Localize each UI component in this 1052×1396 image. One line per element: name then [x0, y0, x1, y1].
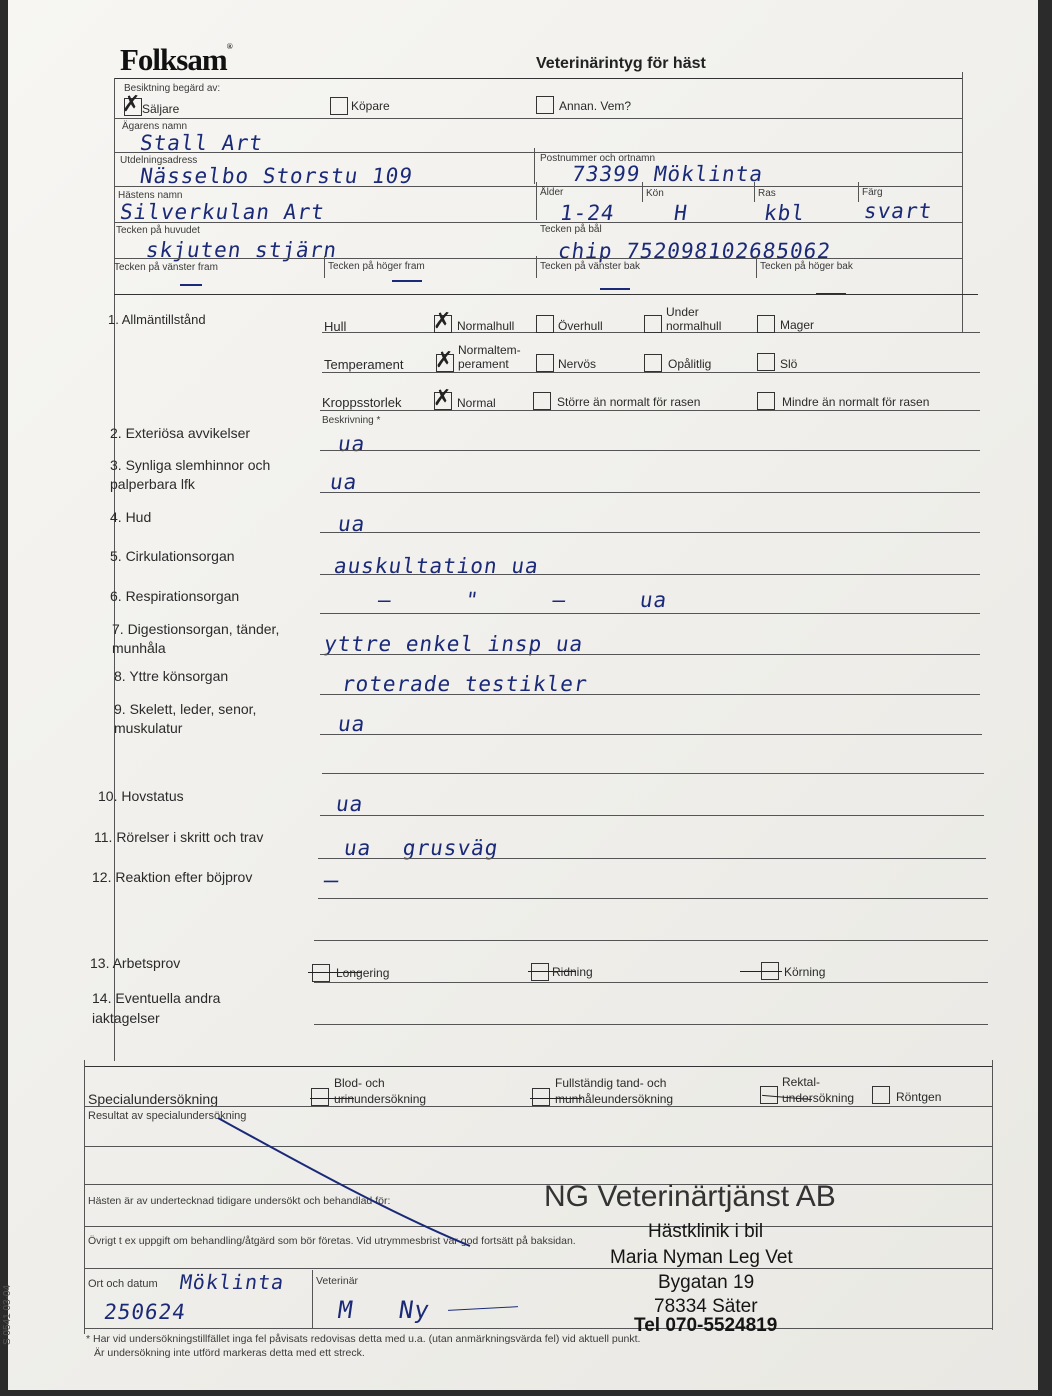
special-top — [84, 1066, 992, 1067]
finding-4-line — [320, 532, 980, 533]
body-size-label: Kroppsstorlek — [322, 395, 402, 410]
slo-label: Slö — [780, 357, 798, 371]
finding-9-line-2 — [322, 773, 984, 774]
finding-12-line — [318, 898, 988, 899]
finding-2-label: 2. Exteriösa avvikelser — [110, 425, 251, 441]
korning-strike — [740, 971, 782, 972]
frame-top — [114, 78, 962, 79]
color-divider — [858, 182, 859, 202]
finding-12-line-2 — [314, 940, 988, 941]
finding-2-value: ua — [336, 432, 368, 456]
stamp-line-2: Maria Nyman Leg Vet — [610, 1247, 793, 1268]
sex-label: Kön — [646, 188, 664, 199]
seller-label: Säljare — [142, 102, 180, 116]
body-marks-label: Tecken på bål — [540, 224, 602, 235]
finding-9-label: 9. Skelett, leder, senor, muskulatur — [114, 701, 257, 736]
temperament-label: Temperament — [324, 357, 404, 372]
finding-8-line — [320, 694, 980, 695]
finding-10-line — [320, 815, 984, 816]
temperament-line — [322, 372, 980, 373]
row-line-2 — [114, 152, 962, 153]
under-normalhull-checkbox[interactable] — [644, 315, 662, 333]
stamp-line-4: 78334 Säter — [654, 1296, 758, 1317]
opalitlig-checkbox[interactable] — [644, 354, 662, 372]
xray-checkbox[interactable] — [872, 1086, 890, 1104]
place-value: Möklinta — [178, 1270, 287, 1294]
registered-mark: ® — [226, 42, 232, 51]
body-size-line — [320, 410, 980, 411]
stamp-line-3: Bygatan 19 — [658, 1272, 755, 1293]
horse-name-value: Silverkulan Art — [118, 200, 327, 224]
sex-divider — [642, 182, 643, 202]
finding-13-line — [314, 982, 988, 983]
head-marks-label: Tecken på huvudet — [116, 225, 200, 236]
owner-name-label: Ägarens namn — [122, 121, 188, 132]
form-code: S 0541 03-04 — [2, 1284, 14, 1346]
lb-dash — [600, 288, 630, 290]
buyer-label: Köpare — [351, 99, 390, 113]
buyer-checkbox[interactable] — [330, 97, 348, 115]
form-paper — [2, 0, 1038, 1390]
finding-7-value: yttre enkel insp ua — [322, 632, 585, 656]
sex-value: H — [672, 201, 690, 225]
finding-5-label: 5. Cirkulationsorgan — [110, 548, 235, 564]
address-divider — [534, 148, 535, 184]
finding-14-label: 14. Eventuella andra iaktagelser — [92, 990, 221, 1026]
finding-8-value: roterade testikler — [340, 672, 590, 696]
normalhull-label: Normalhull — [457, 319, 515, 333]
normal-size-label: Normal — [457, 396, 496, 410]
postal-value: 73399 Möklinta — [570, 162, 765, 186]
breed-divider — [754, 182, 755, 202]
date-value: 250624 — [102, 1300, 188, 1324]
mager-checkbox[interactable] — [757, 315, 775, 333]
general-label: 1. Allmäntillstånd — [108, 312, 206, 327]
overhull-label: Överhull — [558, 319, 603, 333]
row-line-1 — [114, 118, 962, 119]
larger-label: Större än normalt för rasen — [557, 395, 701, 409]
footnote-2: Är undersökning inte utförd markeras detta med ett streck. — [94, 1347, 365, 1359]
age-label: Ålder — [540, 187, 564, 198]
finding-6-label: 6. Respirationsorgan — [110, 588, 240, 604]
finding-5-value: auskultation ua — [332, 554, 541, 578]
normaltemperament-check-x: ✗ — [435, 348, 454, 373]
breed-label: Ras — [758, 188, 776, 199]
other-label: Annan. Vem? — [559, 99, 632, 113]
rb-marks-label: Tecken på höger bak — [760, 261, 853, 272]
special-result-label: Resultat av specialundersökning — [88, 1110, 247, 1122]
previous-treatment-label: Hästen är av undertecknad tidigare undersökt och behandlad för: — [88, 1195, 391, 1207]
dental-label: Fullständig tand- och munhåleundersökning — [555, 1076, 674, 1106]
postal-label: Postnummer och ortnamn — [540, 153, 656, 164]
other-info-label: Övrigt t ex uppgift om behandling/åtgärd som bör företas. Vid utrymmesbrist var god fortsätt på baksidan. — [88, 1235, 576, 1247]
lb-marks-label: Tecken på vänster bak — [540, 261, 641, 272]
longering-checkbox[interactable] — [312, 964, 330, 982]
finding-14-line — [314, 1024, 988, 1025]
lf-marks-label: Tecken på vänster fram — [114, 262, 218, 273]
age-value: 1-24 — [558, 201, 617, 225]
row-line-3 — [114, 186, 962, 187]
under-normalhull-label: Under normalhull — [666, 305, 722, 334]
larger-checkbox[interactable] — [533, 392, 551, 410]
brand-name: Folksam — [120, 42, 227, 77]
finding-10-value: ua — [334, 792, 366, 816]
brand-logo — [120, 42, 232, 78]
place-date-label: Ort och datum — [88, 1278, 158, 1290]
finding-11-value: ua grusväg — [342, 836, 501, 860]
address-value: Nässelbo Storstu 109 — [138, 164, 415, 188]
opalitlig-label: Opålitlig — [668, 357, 712, 371]
horse-name-label: Hästens namn — [118, 190, 183, 201]
nervos-label: Nervös — [558, 357, 597, 371]
finding-4-value: ua — [336, 512, 368, 536]
longering-label: Longering — [336, 966, 390, 980]
finding-4-label: 4. Hud — [110, 509, 152, 525]
finding-11-label: 11. Rörelser i skritt och trav — [94, 829, 264, 845]
finding-9-value: ua — [336, 712, 368, 736]
lf-dash — [180, 284, 202, 286]
normaltemperament-label: Normaltem- perament — [458, 343, 521, 372]
special-line — [84, 1106, 992, 1107]
color-label: Färg — [862, 187, 883, 198]
finding-5-line — [320, 574, 980, 575]
normalhull-check-x: ✗ — [433, 309, 452, 334]
finding-8-label: 8. Yttre könsorgan — [114, 668, 229, 684]
seller-check-x: ✗ — [122, 92, 141, 117]
ridning-label: Ridning — [552, 965, 593, 979]
finding-3-line — [320, 492, 980, 493]
finding-13-label: 13. Arbetsprov — [90, 955, 181, 971]
frame-left — [114, 78, 115, 1061]
vet-divider — [312, 1270, 313, 1328]
smaller-label: Mindre än normalt för rasen — [782, 395, 930, 409]
stamp-line-1: Hästklinik i bil — [648, 1221, 764, 1242]
age-divider — [536, 182, 537, 220]
finding-12-label: 12. Reaktion efter böjprov — [92, 869, 253, 885]
stamp-line-5: Tel 070-5524819 — [634, 1315, 778, 1336]
other-line — [84, 1268, 992, 1269]
blood-checkbox[interactable] — [311, 1088, 329, 1106]
lower-frame-bottom — [84, 1328, 992, 1329]
smaller-checkbox[interactable] — [757, 392, 775, 410]
row-line-5 — [114, 258, 962, 259]
finding-6-value: — " — ua — [376, 588, 669, 612]
finding-10-label: 10. Hovstatus — [98, 788, 184, 804]
korning-label: Körning — [784, 965, 826, 979]
owner-name-value: Stall Art — [138, 131, 265, 155]
finding-9-line — [320, 734, 982, 735]
lower-frame-left — [84, 1060, 85, 1334]
requested-by-label: Besiktning begärd av: — [124, 83, 221, 94]
ink-diagonal-strike — [208, 1112, 488, 1252]
footnote-1: * Har vid undersökningstillfället inga fel påvisats redovisas detta med u.a. (utan anmärkningsvärda fel) vid aktuell punkt. — [86, 1333, 641, 1345]
normal-size-check-x: ✗ — [433, 386, 452, 411]
description-label: Beskrivning * — [322, 415, 381, 426]
rf-marks-label: Tecken på höger fram — [328, 261, 425, 272]
body-marks-value: chip 752098102685062 — [556, 239, 833, 263]
vet-label: Veterinär — [316, 1275, 359, 1287]
row-line-4 — [114, 222, 962, 223]
finding-3-value: ua — [328, 470, 360, 494]
finding-3-label: 3. Synliga slemhinnor och palperbara lfk — [110, 457, 271, 492]
finding-7-label: 7. Digestionsorgan, tänder, munhåla — [112, 621, 280, 656]
head-marks-value: skjuten stjärn — [144, 238, 339, 262]
signature-tail — [448, 1306, 518, 1311]
overhull-checkbox[interactable] — [536, 315, 554, 333]
finding-11-line — [318, 858, 986, 859]
form-title: Veterinärintyg för häst — [536, 55, 706, 72]
special-label: Specialundersökning — [88, 1091, 218, 1107]
mager-label: Mager — [780, 318, 815, 332]
frame-right — [962, 72, 963, 332]
finding-12-value: — — [322, 866, 342, 894]
section1-top — [114, 294, 978, 295]
nervos-checkbox[interactable] — [536, 354, 554, 372]
lb-divider — [536, 256, 537, 278]
finding-6-line — [320, 613, 980, 614]
other-checkbox[interactable] — [536, 96, 554, 114]
rb-divider — [756, 256, 757, 278]
finding-7-line — [320, 654, 980, 655]
address-label: Utdelningsadress — [120, 155, 198, 166]
lower-frame-right — [992, 1060, 993, 1330]
slo-checkbox[interactable] — [757, 353, 775, 371]
xray-label: Röntgen — [896, 1090, 942, 1104]
ridning-checkbox[interactable] — [531, 963, 549, 981]
blood-label: Blod- och urinundersökning — [334, 1076, 427, 1106]
stamp-company: NG Veterinärtjänst AB — [544, 1180, 836, 1213]
rectal-label: Rektal- undersökning — [782, 1075, 855, 1105]
hull-label: Hull — [324, 319, 347, 334]
rf-dash — [392, 280, 422, 282]
finding-2-line — [320, 450, 980, 451]
breed-value: kbl — [762, 201, 807, 225]
dental-checkbox[interactable] — [532, 1088, 550, 1106]
color-value: svart — [862, 199, 934, 223]
rf-divider — [324, 256, 325, 278]
vet-signature: M Ny — [336, 1296, 432, 1324]
